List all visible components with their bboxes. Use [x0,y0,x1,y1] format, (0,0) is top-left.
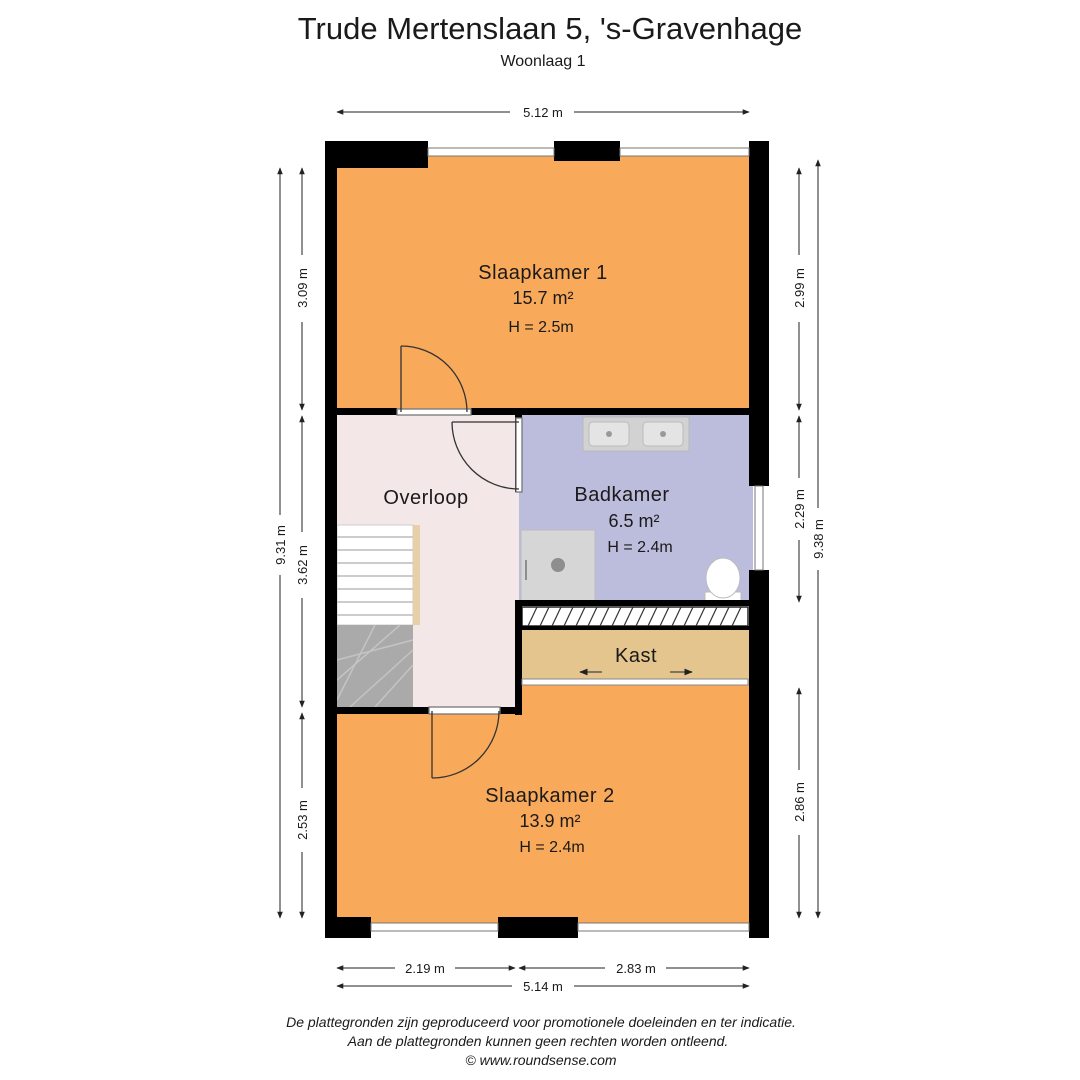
badkamer-label: Badkamer [574,484,670,506]
dim-left-total: 9.31 m [273,525,288,565]
slaapkamer-1-area: 15.7 m² [512,288,574,308]
plan-title: Trude Mertenslaan 5, 's-Gravenhage [297,11,803,46]
badkamer-height: H = 2.4m [607,539,673,556]
dim-right-total: 9.38 m [811,519,826,559]
dim-right-top: 2.99 m [792,268,807,308]
slaapkamer-1-label: Slaapkamer 1 [478,262,608,284]
slaapkamer-2-area: 13.9 m² [519,811,581,831]
disclaimer-line-1: De plattegronden zijn geproduceerd voor promotionele doeleinden en ter indicatie. [286,1014,796,1030]
copyright: © www.roundsense.com [465,1052,617,1068]
dim-bottom-right: 2.83 m [616,961,656,976]
dim-bottom-left: 2.19 m [405,961,445,976]
slaapkamer-2-notch [519,682,753,710]
disclaimer-line-2: Aan de plattegronden kunnen geen rechten worden ontleend. [347,1033,729,1049]
stairs [337,525,420,707]
kast-label: Kast [614,645,658,667]
overloop-label: Overloop [383,487,469,509]
badkamer-area: 6.5 m² [608,511,660,531]
dim-right-middle: 2.29 m [792,489,807,529]
slaapkamer-2-label: Slaapkamer 2 [485,785,615,807]
toilet-icon [705,558,741,602]
dim-left-top: 3.09 m [295,268,310,308]
dim-right-bottom: 2.86 m [792,782,807,822]
dim-bottom-total: 5.14 m [523,979,563,994]
slaapkamer-1-height: H = 2.5m [508,319,574,336]
double-sink-icon [583,417,689,451]
dim-left-middle: 3.62 m [295,545,310,585]
floor-label: Woonlaag 1 [500,53,586,70]
dim-top-width: 5.12 m [523,105,563,120]
shower-icon [521,530,595,602]
dim-left-bottom: 2.53 m [295,800,310,840]
slaapkamer-2-height: H = 2.4m [519,839,585,856]
stair-railing [413,525,420,625]
closet-sliding-door [522,679,748,685]
